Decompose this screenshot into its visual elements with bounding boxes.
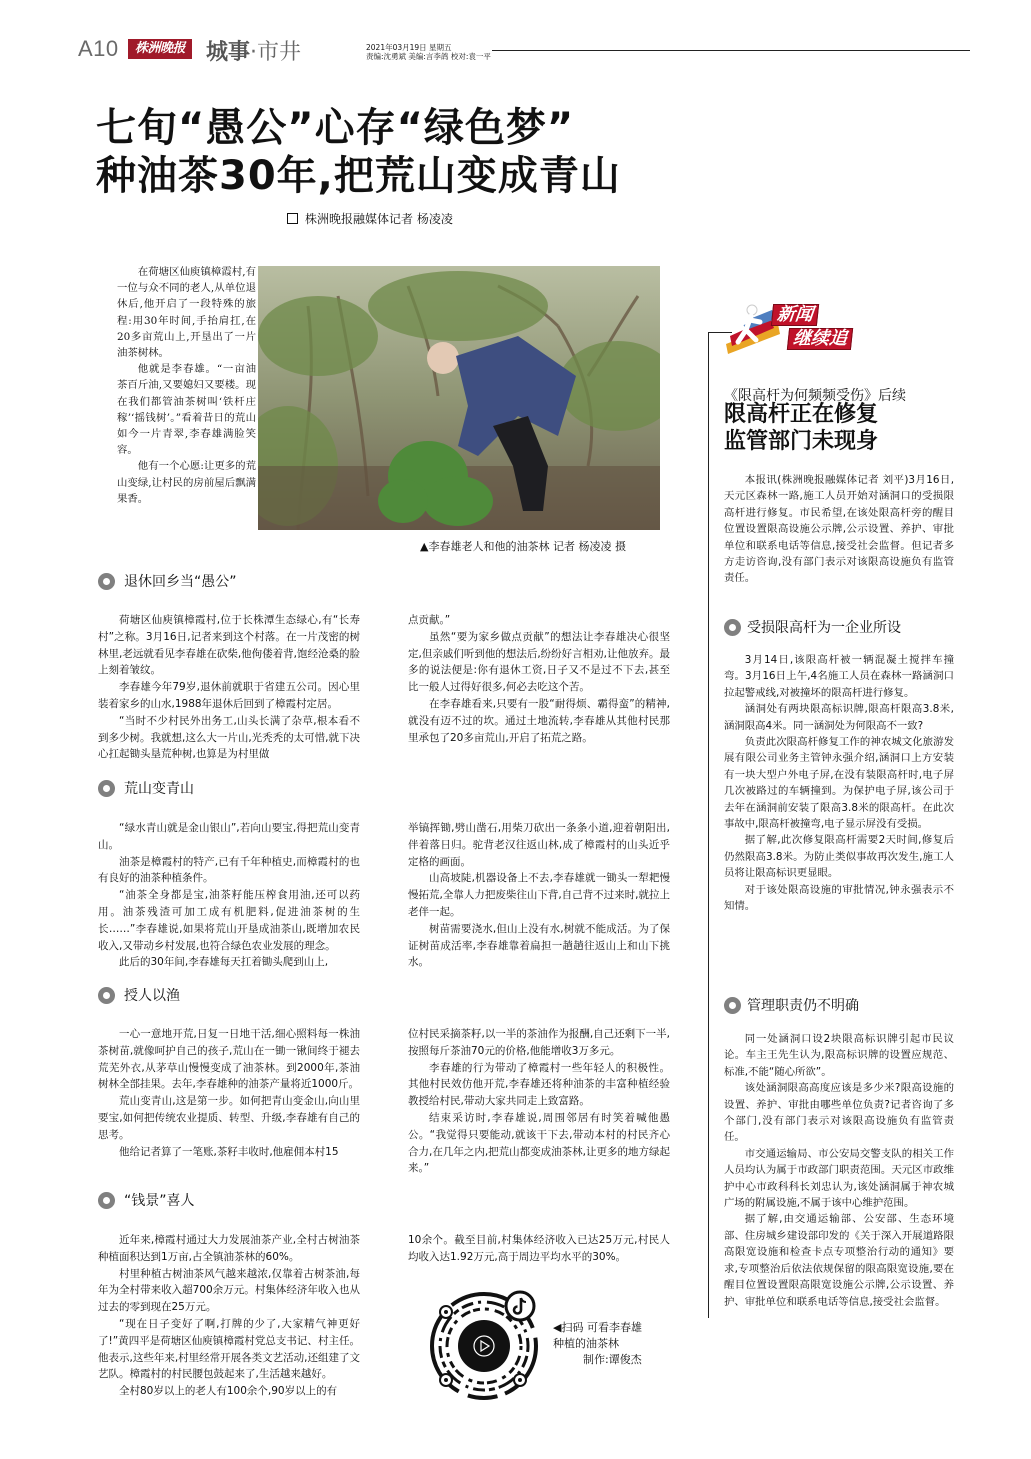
main-photo xyxy=(258,266,660,530)
sidebar-section-heading xyxy=(724,617,901,637)
section-2-right-column xyxy=(408,820,670,971)
paragraph: “现在日子变好了啊,打牌的少了,大家精气神更好了!”黄四平是荷塘区仙庾镇樟霞村党总支书记、村主任。他表示,这些年来,村里经常开展各类文艺活动,还组建了文艺队。樟霞村的村民腰包鼓起来了,生活越来越好。 xyxy=(98,1317,361,1381)
byline-text: 株洲晚报融媒体记者 杨凌凌 xyxy=(305,212,453,226)
paragraph: “当时不少村民外出务工,山头长满了杂草,根本看不到多少树。我就想,这么大一片山,光秃秃的太可惜,就下决心扛起锄头垦荒种树,也算是为村里做 xyxy=(98,714,361,761)
paper-logo: 株洲晚报 xyxy=(128,39,192,59)
qr-caption xyxy=(553,1320,642,1368)
lead-text xyxy=(117,264,256,507)
qr-center-disc xyxy=(458,1320,510,1372)
headline-line-2: 种油茶30年,把荒山变成青山 xyxy=(96,153,621,199)
paragraph: 该处涵洞限高高度应该是多少米?限高设施的设置、养护、审批由哪些单位负责?记者咨询了多个部门,没有部门表示对该限高设施负有监管责任。 xyxy=(724,1082,954,1144)
ring-bullet-icon xyxy=(98,1192,115,1209)
paragraph: 在李春雄看来,只要有一股“耐得烦、霸得蛮”的精神,就没有迈不过的坎。通过土地流转,李春雄从其他村民那里承包了20多亩荒山,开启了拓荒之路。 xyxy=(408,697,670,744)
section-heading xyxy=(98,778,194,798)
paragraph: 本报讯(株洲晚报融媒体记者 刘平)3月16日,天元区森林一路,施工人员开始对涵洞口的受损限高杆进行修复。市民希望,在该处限高杆旁的醒目位置设置限高设施公示牌,公示设置、养护、审批单位和联系电话等信息,接受社会监督。但记者多方走访咨询,没有部门表示对该限高设施负有监管责任。 xyxy=(724,474,954,585)
sidebar-section-2-body xyxy=(724,1031,954,1310)
ring-bullet-icon xyxy=(98,987,115,1004)
paragraph: 市交通运输局、市公安局交警支队的相关工作人员均认为属于市政部门职责范围。天元区市政维护中心市政科科长刘忠认为,该处涵洞属于神农城广场的附属设施,不属于该中心维护范围。 xyxy=(724,1147,954,1210)
paragraph: 对于该处限高设施的审批情况,钟永强表示不知情。 xyxy=(724,883,954,913)
section-4-left-column xyxy=(98,1232,360,1400)
byline xyxy=(287,210,453,227)
sidebar-section-heading-text: 管理职责仍不明确 xyxy=(747,998,859,1014)
paragraph: 李春雄今年79岁,退休前就职于省建五公司。因心里装着家乡的山水,1988年退休后回到了樟霞村定居。 xyxy=(98,681,360,710)
paragraph: 树苗需要浇水,但山上没有水,树就不能成活。为了保证树苗成活率,李春雄靠着扁担一趟趟往返山上和山下挑水。 xyxy=(408,922,670,969)
qr-code-graphic xyxy=(428,1290,540,1402)
paragraph: 山高坡陡,机器设备上不去,李春雄就一锄头一犁耙慢慢拓荒,全靠人力把废柴往山下背,自己背不过来时,就拉上老伴一起。 xyxy=(408,872,671,918)
paragraph: 10余个。截至目前,村集体经济收入已达25万元,村民人均收入达1.92万元,高于周边平均水平的30%。 xyxy=(408,1234,670,1263)
lead-paragraph: 在荷塘区仙庾镇樟霞村,有一位与众不同的老人,从单位退休后,他开启了一段特殊的旅程:用30年时间,手抬肩扛,在20多亩荒山上,开垦出了一片油茶树林。 xyxy=(117,266,256,360)
paragraph: 此后的30年间,李春雄每天扛着锄头爬到山上, xyxy=(119,956,329,969)
paragraph: 荷塘区仙庾镇樟霞村,位于长株潭生态绿心,有“长寿村”之称。3月16日,记者来到这个村落。在一片茂密的树林里,老远就看见李春雄在砍柴,他佝偻着背,饱经沧桑的脸上刻着皱纹。 xyxy=(98,614,361,677)
sidebar-section-heading xyxy=(724,995,859,1015)
paragraph: 举镐挥锄,劈山凿石,用柴刀砍出一条条小道,迎着朝阳出,伴着落日归。驼背老汉往返山林,成了樟霞村的山头近乎定格的画面。 xyxy=(408,822,670,868)
sidebar-border xyxy=(708,332,709,1318)
paragraph: 村里种植古树油茶风气越来越浓,仅靠着古树茶油,每年为全村带来收入超700余万元。村集体经济年收入也从过去的零到现在25万元。 xyxy=(98,1267,360,1314)
paragraph: 油茶是樟霞村的特产,已有千年种植史,而樟霞村的也有良好的油茶种植条件。 xyxy=(98,855,360,885)
paragraph: 点贡献。” xyxy=(408,614,451,626)
photo-illustration xyxy=(258,266,660,530)
photo-caption: ▲李春雄老人和他的油茶林 记者 杨凌凌 摄 xyxy=(420,540,626,553)
headline-line-1: 七旬“愚公”心存“绿色梦” xyxy=(96,105,575,151)
editor-credits: 责编:沈勇斌 美编:言李鸽 校对:袁一平 xyxy=(366,52,491,61)
section-heading-text: “钱景”喜人 xyxy=(124,1193,195,1209)
paragraph: 李春雄的行为带动了樟霞村一些年轻人的积极性。其他村民效仿他开荒,李春雄还将种油茶的丰富种植经验教授给村民,带动大家共同走上致富路。 xyxy=(408,1061,670,1108)
paragraph: 他给记者算了一笔账,茶籽丰收时,他雇佣本村15 xyxy=(119,1145,339,1158)
paragraph: 据了解,由交通运输部、公安部、生态环境部、住房城乡建设部印发的《关于深入开展道路限高限宽设施和检查卡点专项整治行动的通知》要求,专项整治后依法依规保留的限高限宽设施,要在醒目位置设置限高限宽设施公示牌,公示设置、养护、审批单位和联系电话等信息,接受社会监督。 xyxy=(724,1213,954,1308)
section-3-right-column xyxy=(408,1026,670,1177)
paragraph: 涵洞处有两块限高标识牌,限高杆限高3.8米,涵洞限高4米。同一涵洞处为何限高不一致? xyxy=(724,703,954,732)
header-rule xyxy=(492,50,970,51)
page-number: A10 xyxy=(78,36,119,61)
ring-bullet-icon xyxy=(724,997,741,1014)
lead-paragraph: 他有一个心愿:让更多的荒山变绿,让村民的房前屋后飘满果香。 xyxy=(117,460,256,505)
lead-paragraph: 他就是李春雄。“一亩油茶百斤油,又要媳妇又要楼。现在我们都管油茶树叫‘铁杆庄稼’‘摇钱树’。”看着昔日的荒山如今一片青翠,李春雄满脸笑容。 xyxy=(117,363,256,457)
issue-date: 2021年03月19日 星期五 xyxy=(366,43,452,52)
paragraph: 虽然“要为家乡做点贡献”的想法让李春雄决心很坚定,但亲戚们听到他的想法后,纷纷好言相劝,让他放弃。最多的说法便是:你有退休工资,日子又不是过不下去,甚至比一般人过得好很多,何必去吃这个苦。 xyxy=(408,630,671,694)
masthead xyxy=(78,36,968,66)
paragraph: 位村民采摘茶籽,以一半的茶油作为报酬,自己还剩下一半,按照每斤茶油70元的价格,他能增收3万多元。 xyxy=(408,1028,671,1057)
ring-bullet-icon xyxy=(98,780,115,797)
sidebar-intro xyxy=(724,472,954,587)
logo-line-2: 继续追 xyxy=(787,328,853,350)
sidebar-title-line-1: 限高杆正在修复 xyxy=(724,401,879,427)
section-heading-text: 退休回乡当“愚公” xyxy=(124,574,237,590)
section-light: 市井 xyxy=(257,40,302,65)
tiktok-icon xyxy=(506,1292,534,1320)
section-heading xyxy=(98,1190,195,1210)
paragraph: 近年来,樟霞村通过大力发展油茶产业,全村古树油茶种植面积达到1万亩,占全镇油茶林的60%。 xyxy=(98,1234,360,1263)
qr-caption-line-1: ◀扫码 可看李春雄 xyxy=(553,1321,642,1334)
section-4-right-column xyxy=(408,1232,670,1266)
paragraph: 3月14日,该限高杆被一辆混凝土搅拌车撞弯。3月16日上午,4名施工人员在森林一路涵洞口拉起警戒线,对被撞坏的限高杆进行修复。 xyxy=(724,654,954,699)
byline-box-icon xyxy=(287,213,298,224)
news-follow-up-logo xyxy=(722,300,852,358)
sidebar-kicker: 《限高杆为何频频受伤》后续 xyxy=(724,388,906,404)
paragraph: 荒山变青山,这是第一步。如何把青山变金山,向山里要宝,如何把传统农业提质、转型、升级,李春雄有自己的思考。 xyxy=(98,1095,360,1141)
paragraph: “油茶全身都是宝,油茶籽能压榨食用油,还可以药用。油茶残渣可加工成有机肥料,促进油茶树的生长……”李春雄说,如果将荒山开垦成油茶山,既增加农民收入,又带动乡村发展,也符合绿色农业发展的理念。 xyxy=(98,889,360,952)
headline xyxy=(96,104,621,200)
section-3-left-column xyxy=(98,1026,360,1160)
section-1-left-column xyxy=(98,612,360,763)
section-name xyxy=(206,35,301,66)
section-heading-text: 授人以渔 xyxy=(124,988,180,1004)
sidebar-title xyxy=(724,401,878,455)
paragraph: 全村80岁以上的老人有100余个,90岁以上的有 xyxy=(119,1385,338,1398)
paragraph: “绿水青山就是金山银山”,若向山要宝,得把荒山变青山。 xyxy=(98,822,360,851)
ring-bullet-icon xyxy=(724,619,741,636)
sidebar-title-line-2: 监管部门未现身 xyxy=(724,428,879,454)
section-heading xyxy=(98,985,180,1005)
qr-caption-credit: 制作:谭俊杰 xyxy=(583,1353,642,1366)
person-head xyxy=(427,342,459,374)
section-heading xyxy=(98,571,237,591)
logo-line-1: 新闻 xyxy=(771,304,819,326)
issue-meta xyxy=(366,43,491,61)
paragraph: 负责此次限高杆修复工作的神农城文化旅游发展有限公司业务主管钟永强介绍,涵洞口上方安装有一块大型户外电子屏,在没有装限高杆时,电子屏几次被路过的车辆撞到。为保护电子屏,该公司于去年在涵洞前安装了限高3.8米的限高杆。在此次事故中,限高杆被撞弯,电子显示屏没有受损。 xyxy=(724,736,954,831)
qr-caption-line-2: 种植的油茶林 xyxy=(553,1337,619,1350)
section-heading-text: 荒山变青山 xyxy=(124,781,194,797)
paragraph: 同一处涵洞口设2块限高标识牌引起市民议论。车主王先生认为,限高标识牌的设置应规范、标准,不能“随心所欲”。 xyxy=(724,1033,954,1078)
qr-code[interactable] xyxy=(428,1290,540,1402)
section-bold: 城事 xyxy=(206,40,251,65)
section-1-right-column xyxy=(408,612,670,746)
paragraph: 据了解,此次修复限高杆需要2天时间,修复后仍然限高3.8米。为防止类似事故再次发生,施工人员将让限高标识更显眼。 xyxy=(724,834,954,880)
sidebar-section-1-body xyxy=(724,652,954,915)
section-2-left-column xyxy=(98,820,360,971)
paragraph: 一心一意地开荒,日复一日地干活,细心照料每一株油茶树苗,就像呵护自己的孩子,荒山在一锄一锹间终于褪去荒芜外衣,从茅草山慢慢变成了油茶林。到2000年,茶油树林全部挂果。去年,李春雄种的油茶产量将近1000斤。 xyxy=(98,1028,360,1091)
sidebar-section-heading-text: 受损限高杆为一企业所设 xyxy=(747,620,901,636)
ring-bullet-icon xyxy=(98,573,115,590)
paragraph: 结束采访时,李春雄说,周围邻居有时笑着喊他愚公。“我觉得只要能动,就该干下去,带动本村的村民齐心合力,在几年之内,把荒山都变成油茶林,让更多的地方绿起来。” xyxy=(408,1111,671,1175)
section-sep: · xyxy=(250,40,258,65)
